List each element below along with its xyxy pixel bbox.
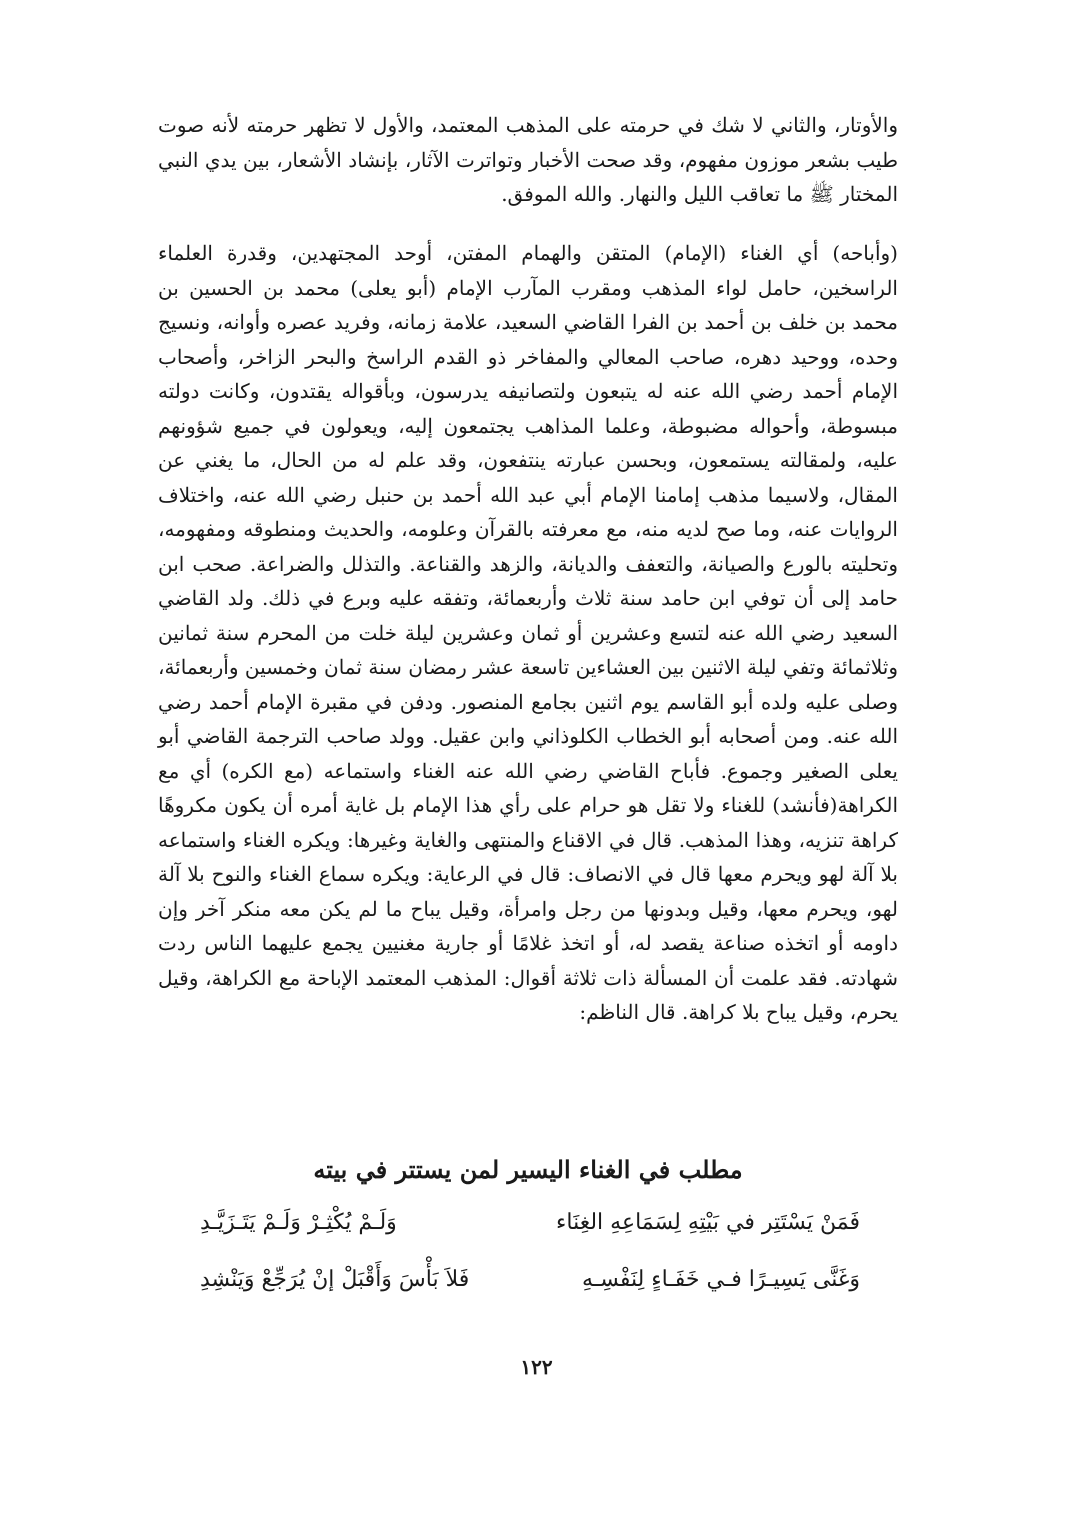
section-heading: مطلب في الغناء اليسير لمن يستتر في بيته bbox=[313, 1155, 743, 1184]
paragraph-intro: والأوتار، والثاني لا شك في حرمته على المذهب المعتمد، والأول لا تظهر حرمته لأنه صوت طيب بشعر موزون مفهوم، وقد صحت الأخبار وتواترت الآثار، بإنشاد الأشعار، بين يدي النبي المختار ﷺ ما تعاقب الليل والنهار. والله الموفق. bbox=[158, 113, 898, 206]
poem-verse bbox=[200, 1203, 860, 1243]
verse-first-hemistich: وَغَنَّى يَسِيـرًا فـي خَفَـاءٍ لِنَفْسِـهِ bbox=[581, 1267, 860, 1292]
verse-second-hemistich: وَلَـمْ يُكْثِـرْ وَلَـمْ يَتَـزَيَّـدِ bbox=[200, 1210, 397, 1235]
paragraph-biography: (وأباحه) أي الغناء (الإمام) المتقن والهمام المفتن، أوحد المجتهدين، وقدرة العلماء الراسخين، حامل لواء المذهب ومقرب المآرب الإمام (أبو يعلى) محمد بن الحسين بن محمد بن خلف بن أحمد بن الفرا القاضي السعيد، علامة زمانه، وفريد عصره وأوانه، ونسيج وحده، ووحيد دهره، صاحب المعالي والمفاخر ذو القدم الراسخ والبحر الزاخر، وأصحاب الإمام أحمد رضي الله عنه له يتبعون ولتصانيفه يدرسون، وبأقواله يقتدون، وكانت دولته مبسوطة، وأحواله مضبوطة، وعلما المذاهب يجتمعون إليه، ويعولون في جميع شؤونهم عليه، ولمقالته يستمعون، وبحسن عبارته ينتفعون، وقد علم له من الحال، ما يغني عن المقال، ولاسيما مذهب إمامنا الإمام أبي عبد الله أحمد بن حنبل رضي الله عنه، واختلاف الروايات عنه، وما صح لديه منه، مع معرفته بالقرآن وعلومه، والحديث ومنطوقه ومفهومه، وتحليته بالورع والصيانة، والتعفف والديانة، والزهد والقناعة. والتذلل والضراعة. صحب ابن حامد إلى أن توفي ابن حامد سنة ثلاث وأربعمائة، وتفقه عليه وبرع في ذلك. ولد القاضي السعيد رضي الله عنه لتسع وعشرين أو ثمان وعشرين ليلة خلت من المحرم سنة ثمانين وثلاثمائة وتفي ليلة الاثنين بين العشاءين تاسعة عشر رمضان سنة ثمان وخمسين وأربعمائة، وصلى عليه ولده أبو القاسم يوم اثنين بجامع المنصور. ودفن في مقبرة الإمام أحمد رضي الله عنه. ومن أصحابه أبو الخطاب الكلوذاني وابن عقيل. وولد صاحب الترجمة القاضي أبو يعلى الصغير وجموع. فأباح القاضي رضي الله عنه الغناء واستماعه (مع الكره) أي مع الكراهة(فأنشد) للغناء ولا تقل هو حرام على رأي هذا الإمام بل غاية أمره أن يكون مكروهًا كراهة تنزيه، وهذا المذهب. قال في الاقناع والمنتهى والغاية وغيرها: ويكره الغناء واستماعه بلا آلة لهو ويحرم معها قال في الانصاف: قال في الرعاية: ويكره سماع الغناء والنوح بلا آلة لهو، ويحرم معها، وقيل وبدونها من رجل وامرأة، وقيل يباح ما لم يكن معه منكر آخر وإن داومه أو اتخذه صناعة يقصد له، أو اتخذ غلامًا أو جارية مغنيين يجمع عليهما الناس ردت شهادته. فقد علمت أن المسألة ذات ثلاثة أقوال: المذهب المعتمد الإباحة مع الكراهة، وقيل يحرم، وقيل يباح بلا كراهة. قال الناظم: bbox=[158, 241, 898, 1024]
verse-second-hemistich: فَلاَ بَأْسَ وَأَقْبَلْ إنْ يُرَجِّعْ وَيَنْشِدِ bbox=[200, 1267, 470, 1292]
page-number: ١٢٢ bbox=[520, 1355, 553, 1379]
verse-first-hemistich: فَمَنْ يَسْتَتِر في بَيْتِهِ لِسَمَاعِهِ الغِنَاء bbox=[556, 1210, 860, 1235]
poem-verse bbox=[200, 1260, 860, 1300]
